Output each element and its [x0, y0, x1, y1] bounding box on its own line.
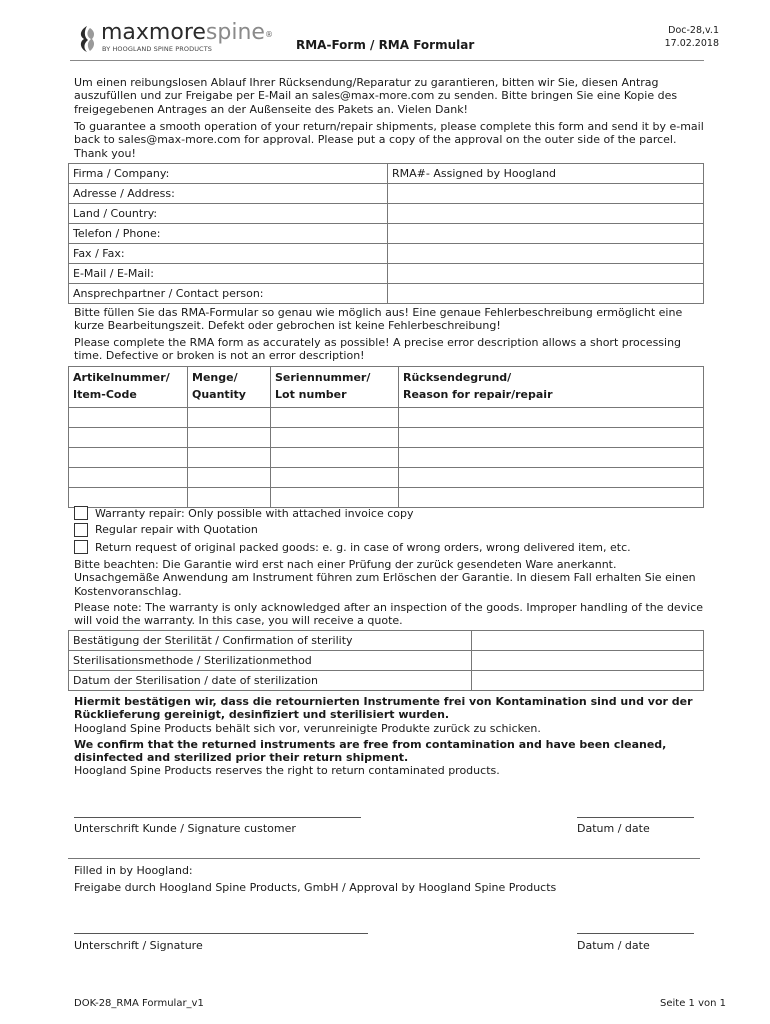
customer-signature-line[interactable]: [74, 817, 361, 818]
items-header-row: [69, 367, 704, 408]
hoogland-approval: Freigabe durch Hoogland Spine Products, GmbH / Approval by Hoogland Spine Products: [74, 881, 557, 894]
country-field[interactable]: [388, 204, 704, 224]
hoogland-signature-line[interactable]: [74, 933, 368, 934]
hoogland-signature-label: Unterschrift / Signature: [74, 939, 203, 952]
lot-number-cell[interactable]: [271, 468, 399, 488]
table-row: [69, 468, 704, 488]
contact-label: Ansprechpartner / Contact person:: [69, 284, 388, 304]
contact-label: E-Mail / E-Mail:: [69, 264, 388, 284]
customer-signature-label: Unterschrift Kunde / Signature customer: [74, 822, 296, 835]
contact-row: [69, 204, 704, 224]
contact-table: [68, 163, 704, 304]
item-code-cell[interactable]: [69, 428, 188, 448]
warranty-repair-checkbox[interactable]: [74, 506, 88, 520]
logo: [76, 24, 98, 54]
reason-cell[interactable]: [399, 468, 704, 488]
phone-field[interactable]: [388, 224, 704, 244]
quantity-cell[interactable]: [188, 468, 271, 488]
item-code-cell[interactable]: [69, 448, 188, 468]
sterility-row: [69, 631, 704, 651]
section-divider: [68, 858, 700, 859]
intro-de: Um einen reibungslosen Ablauf Ihrer Rücksendung/Reparatur zu garantieren, bitten wir Sie, diesen Antrag auszufüllen und zur Freigabe per E-Mail an sales@max-more.com zu senden. Bitte bringen Sie eine Kopie des freigegebenen Antrages an der Außenseite des Pakets an. Vielen Dank!: [74, 76, 678, 116]
contact-label: Telefon / Phone:: [69, 224, 388, 244]
contact-row: [69, 284, 704, 304]
lot-number-cell[interactable]: [271, 488, 399, 508]
sterility-table: [68, 630, 704, 691]
brand-subtitle: BY HOOGLAND SPINE PRODUCTS: [102, 45, 212, 53]
sterilization-date-field[interactable]: [472, 671, 704, 691]
doc-id: Doc-28,v.1: [668, 25, 719, 36]
item-code-cell[interactable]: [69, 488, 188, 508]
header-de: Rücksendegrund/: [403, 371, 512, 384]
instructions-en: Please complete the RMA form as accurately as possible! A precise error description allows a short processing time. Defective or broken is not an error description!: [74, 336, 682, 363]
item-code-cell[interactable]: [69, 408, 188, 428]
table-row: [69, 488, 704, 508]
warranty-note-en: Please note: The warranty is only acknowledged after an inspection of the goods. Improper handling of the device will void the warranty. In this case, you will receive a quote.: [74, 601, 704, 628]
confirmation-de: Hoogland Spine Products behält sich vor, verunreinigte Produkte zurück zu schicken.: [74, 722, 541, 735]
contact-person-field[interactable]: [388, 284, 704, 304]
header-lot-number: [271, 367, 399, 408]
header-en: Reason for repair/repair: [403, 388, 553, 401]
warranty-note-de: Bitte beachten: Die Garantie wird erst nach einer Prüfung der zurück gesendeten Ware anerkannt. Unsachgemäße Anwendung am Instrument führen zum Erlöschen der Garantie. In diesem Fall erhalten Sie einen Kostenvoranschlag.: [74, 558, 696, 598]
reason-cell[interactable]: [399, 428, 704, 448]
header-de: Artikelnummer/: [73, 371, 170, 384]
header-quantity: [188, 367, 271, 408]
confirmation-en-bold: We confirm that the returned instruments are free from contamination and have been cleaned, disinfected and sterilized prior their return shipment.: [74, 738, 667, 765]
header-item-code: [69, 367, 188, 408]
regular-repair-label: Regular repair with Quotation: [95, 523, 258, 536]
customer-date-label: Datum / date: [577, 822, 650, 835]
contact-label: Land / Country:: [69, 204, 388, 224]
item-code-cell[interactable]: [69, 468, 188, 488]
brand-accent: spine: [205, 20, 265, 45]
contact-label: Adresse / Address:: [69, 184, 388, 204]
lot-number-cell[interactable]: [271, 408, 399, 428]
sterility-row: [69, 671, 704, 691]
quantity-cell[interactable]: [188, 408, 271, 428]
page-title: RMA-Form / RMA Formular: [296, 38, 475, 52]
warranty-repair-label: Warranty repair: Only possible with attached invoice copy: [95, 507, 414, 520]
return-request-checkbox[interactable]: [74, 540, 88, 554]
header-de: Menge/: [192, 371, 238, 384]
fax-field[interactable]: [388, 244, 704, 264]
table-row: [69, 448, 704, 468]
hoogland-date-label: Datum / date: [577, 939, 650, 952]
rma-number-field[interactable]: RMA#- Assigned by Hoogland: [388, 164, 704, 184]
header-de: Seriennummer/: [275, 371, 371, 384]
regular-repair-checkbox[interactable]: [74, 523, 88, 537]
sterility-label: Datum der Sterilisation / date of sterilization: [69, 671, 472, 691]
confirmation-en: Hoogland Spine Products reserves the right to return contaminated products.: [74, 764, 500, 777]
doc-info: [665, 24, 719, 50]
lot-number-cell[interactable]: [271, 448, 399, 468]
lot-number-cell[interactable]: [271, 428, 399, 448]
customer-date-line[interactable]: [577, 817, 694, 818]
instructions-de: Bitte füllen Sie das RMA-Formular so genau wie möglich aus! Eine genaue Fehlerbeschreibung ermöglicht eine kurze Bearbeitungszeit. Defekt oder gebrochen ist keine Fehlerbeschreibung!: [74, 306, 683, 333]
header-reason: [399, 367, 704, 408]
filled-by-hoogland: Filled in by Hoogland:: [74, 864, 193, 877]
header-divider: [70, 60, 704, 61]
header-en: Item-Code: [73, 388, 137, 401]
quantity-cell[interactable]: [188, 448, 271, 468]
contact-label: Fax / Fax:: [69, 244, 388, 264]
reason-cell[interactable]: [399, 448, 704, 468]
contact-label: Firma / Company:: [69, 164, 388, 184]
intro-en: To guarantee a smooth operation of your return/repair shipments, please complete this form and send it by e-mail back to sales@max-more.com for approval. Please put a copy of the approval on the outer side of the parcel. Thank you!: [74, 120, 704, 160]
contact-row: [69, 264, 704, 284]
brand-name: [101, 21, 273, 45]
quantity-cell[interactable]: [188, 428, 271, 448]
hoogland-date-line[interactable]: [577, 933, 694, 934]
table-row: [69, 428, 704, 448]
sterility-label: Sterilisationsmethode / Sterilizationmethod: [69, 651, 472, 671]
sterility-row: [69, 651, 704, 671]
table-row: [69, 408, 704, 428]
spine-logo-icon: [76, 24, 98, 54]
sterility-confirmation-field[interactable]: [472, 631, 704, 651]
footer-page-number: Seite 1 von 1: [660, 998, 726, 1009]
reason-cell[interactable]: [399, 408, 704, 428]
contact-row: [69, 164, 704, 184]
header-en: Quantity: [192, 388, 246, 401]
contact-row: [69, 184, 704, 204]
brand-registered: ®: [264, 30, 273, 39]
contact-row: [69, 244, 704, 264]
footer-doc-name: DOK-28_RMA Formular_v1: [74, 998, 204, 1009]
confirmation-de-bold: Hiermit bestätigen wir, dass die retournierten Instrumente frei von Kontamination sind und vor der Rücklieferung gereinigt, desinfiziert und sterilisiert wurden.: [74, 695, 693, 722]
header-en: Lot number: [275, 388, 347, 401]
sterilization-method-field[interactable]: [472, 651, 704, 671]
return-request-label: Return request of original packed goods: e. g. in case of wrong orders, wrong delivered item, etc.: [95, 541, 631, 554]
doc-date: 17.02.2018: [664, 38, 719, 49]
quantity-cell[interactable]: [188, 488, 271, 508]
items-table: [68, 366, 704, 508]
sterility-label: Bestätigung der Sterilität / Confirmation of sterility: [69, 631, 472, 651]
contact-row: [69, 224, 704, 244]
address-field[interactable]: [388, 184, 704, 204]
reason-cell[interactable]: [399, 488, 704, 508]
email-field[interactable]: [388, 264, 704, 284]
brand-main: maxmore: [101, 20, 206, 45]
